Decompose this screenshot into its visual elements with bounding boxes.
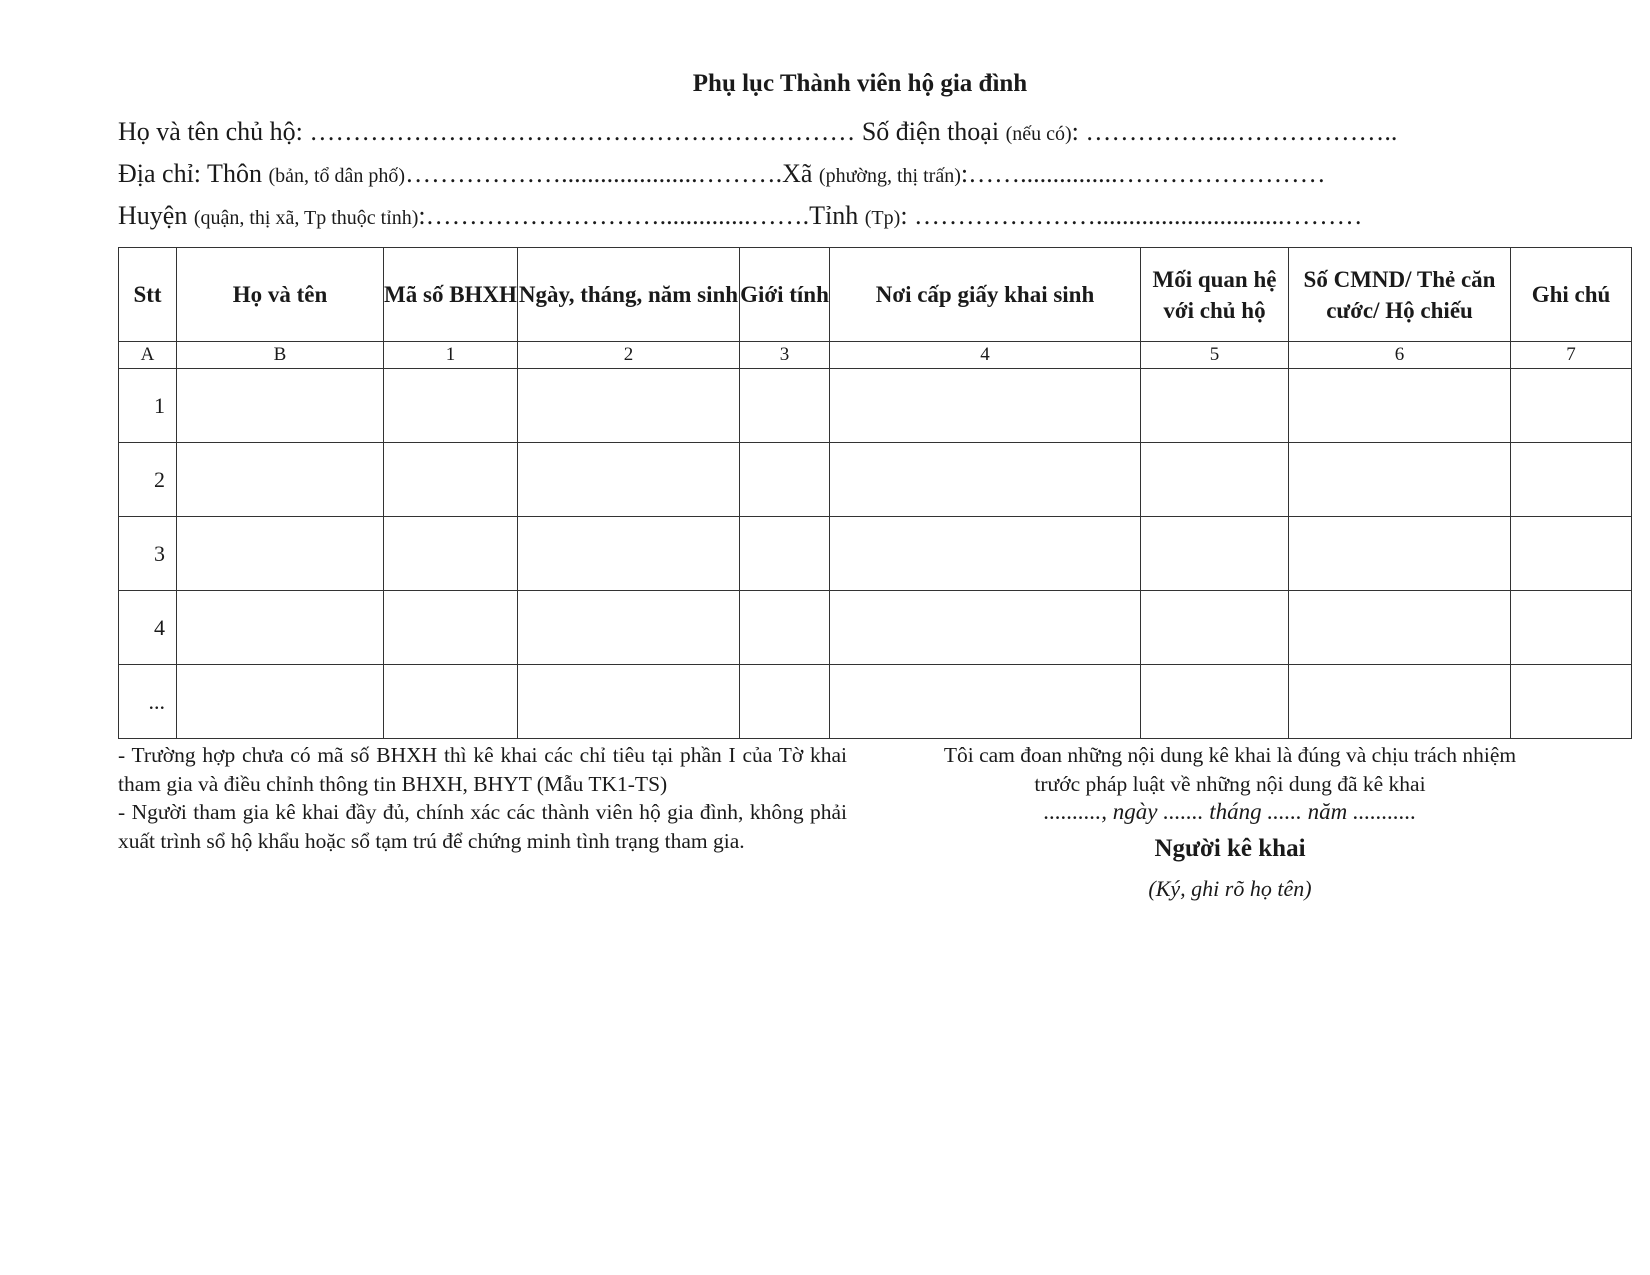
village-dots[interactable]: ……………….....................………. [405, 159, 783, 188]
birth-cert-place-cell[interactable] [830, 591, 1141, 665]
row-number: 1 [119, 369, 177, 443]
table-row [119, 665, 1632, 739]
column-code: 4 [830, 342, 1141, 369]
full-name-cell[interactable] [177, 369, 384, 443]
household-head-label: Họ và tên chủ hộ: [118, 117, 310, 146]
bhxh-code-cell[interactable] [384, 369, 518, 443]
pledge-text: trước pháp luật về những nội dung đã kê khai [1034, 771, 1426, 796]
bhxh-code-cell[interactable] [384, 665, 518, 739]
date-line[interactable]: .........., ngày ....... tháng ...... năm ........... [1043, 799, 1417, 824]
full-name-cell[interactable] [177, 665, 384, 739]
table-row [119, 369, 1632, 443]
bhxh-code-cell[interactable] [384, 517, 518, 591]
gender-cell[interactable] [740, 443, 830, 517]
table-row [119, 591, 1632, 665]
birth-date-cell[interactable] [518, 443, 740, 517]
relationship-cell[interactable] [1141, 665, 1289, 739]
province-note: (Tp) [864, 207, 901, 229]
address-line [118, 159, 1326, 189]
id-number-cell[interactable] [1289, 369, 1511, 443]
header-relationship: Mối quan hệ với chủ hộ [1141, 248, 1289, 342]
id-number-cell[interactable] [1289, 517, 1511, 591]
header-stt: Stt [119, 248, 177, 342]
row-number: 4 [119, 591, 177, 665]
province-label: Tỉnh [809, 201, 865, 230]
column-code: 2 [518, 342, 740, 369]
form-title: Phụ lục Thành viên hộ gia đình [692, 70, 1028, 97]
birth-cert-place-cell[interactable] [830, 517, 1141, 591]
gender-cell[interactable] [740, 591, 830, 665]
header-birth-cert-place: Nơi cấp giấy khai sinh [830, 248, 1141, 342]
phone-label: Số điện thoại [861, 117, 1006, 146]
header-bhxh-code: Mã số BHXH [384, 248, 518, 342]
column-code: B [177, 342, 384, 369]
household-head-line [118, 117, 1397, 147]
birth-date-cell[interactable] [518, 517, 740, 591]
commune-dots[interactable]: :……...............…………………… [960, 159, 1326, 188]
pledge-text: Tôi cam đoan những nội dung kê khai là đúng và chịu trách nhiệm [943, 743, 1517, 767]
column-code-row [119, 342, 1632, 369]
table-row [119, 443, 1632, 517]
relationship-cell[interactable] [1141, 591, 1289, 665]
bhxh-code-cell[interactable] [384, 443, 518, 517]
signature-block [880, 741, 1580, 903]
header-birth-date: Ngày, tháng, năm sinh [518, 248, 740, 342]
signer-title: Người kê khai [1154, 834, 1306, 862]
instruction-notes [118, 741, 847, 855]
full-name-cell[interactable] [177, 443, 384, 517]
gender-cell[interactable] [740, 517, 830, 591]
header-full-name: Họ và tên [177, 248, 384, 342]
household-head-dots[interactable]: ……………………………………………………… [309, 117, 862, 146]
id-number-cell[interactable] [1289, 591, 1511, 665]
birth-date-cell[interactable] [518, 369, 740, 443]
relationship-cell[interactable] [1141, 517, 1289, 591]
instruction-note: - Trường hợp chưa có mã số BHXH thì kê khai các chỉ tiêu tại phần I của Tờ khai tham gia và điều chỉnh thông tin BHXH, BHYT (Mẫu TK1-TS) [118, 743, 847, 796]
column-code: 3 [740, 342, 830, 369]
column-code: A [119, 342, 177, 369]
header-id-number: Số CMND/ Thẻ căn cước/ Hộ chiếu [1289, 248, 1511, 342]
id-number-cell[interactable] [1289, 665, 1511, 739]
id-number-cell[interactable] [1289, 443, 1511, 517]
district-note: (quận, thị xã, Tp thuộc tỉnh) [193, 207, 419, 229]
header-gender: Giới tính [740, 248, 830, 342]
row-number: 2 [119, 443, 177, 517]
full-name-cell[interactable] [177, 517, 384, 591]
gender-cell[interactable] [740, 665, 830, 739]
header-notes: Ghi chú [1511, 248, 1632, 342]
district-dots[interactable]: :………………………..............……. [418, 201, 810, 230]
instruction-note: - Người tham gia kê khai đầy đủ, chính xác các thành viên hộ gia đình, không phải xuất trình sổ hộ khẩu hoặc sổ tạm trú để chứng minh tình trạng tham gia. [118, 800, 847, 853]
province-dots[interactable]: : ………………….............................……… [900, 201, 1363, 230]
district-line [118, 201, 1363, 231]
notes-cell[interactable] [1511, 369, 1632, 443]
commune-note: (phường, thị trấn) [818, 165, 961, 187]
village-note: (bản, tổ dân phố) [268, 165, 406, 187]
column-code: 7 [1511, 342, 1632, 369]
bhxh-code-cell[interactable] [384, 591, 518, 665]
phone-dots[interactable]: : ……………..……………….. [1071, 117, 1398, 146]
birth-date-cell[interactable] [518, 591, 740, 665]
full-name-cell[interactable] [177, 591, 384, 665]
notes-cell[interactable] [1511, 591, 1632, 665]
relationship-cell[interactable] [1141, 443, 1289, 517]
commune-label: Xã [782, 159, 819, 188]
column-code: 1 [384, 342, 518, 369]
notes-cell[interactable] [1511, 443, 1632, 517]
birth-cert-place-cell[interactable] [830, 443, 1141, 517]
notes-cell[interactable] [1511, 517, 1632, 591]
column-code: 6 [1289, 342, 1511, 369]
column-code: 5 [1141, 342, 1289, 369]
table-header-row [119, 248, 1632, 342]
district-label: Huyện [118, 201, 194, 230]
gender-cell[interactable] [740, 369, 830, 443]
birth-date-cell[interactable] [518, 665, 740, 739]
relationship-cell[interactable] [1141, 369, 1289, 443]
address-label: Địa chỉ: Thôn [118, 159, 269, 188]
birth-cert-place-cell[interactable] [830, 665, 1141, 739]
household-members-table [118, 247, 1632, 739]
row-number: ... [119, 665, 177, 739]
birth-cert-place-cell[interactable] [830, 369, 1141, 443]
signature-hint: (Ký, ghi rõ họ tên) [1148, 875, 1312, 901]
notes-cell[interactable] [1511, 665, 1632, 739]
row-number: 3 [119, 517, 177, 591]
table-row [119, 517, 1632, 591]
phone-note: (nếu có) [1005, 123, 1072, 145]
